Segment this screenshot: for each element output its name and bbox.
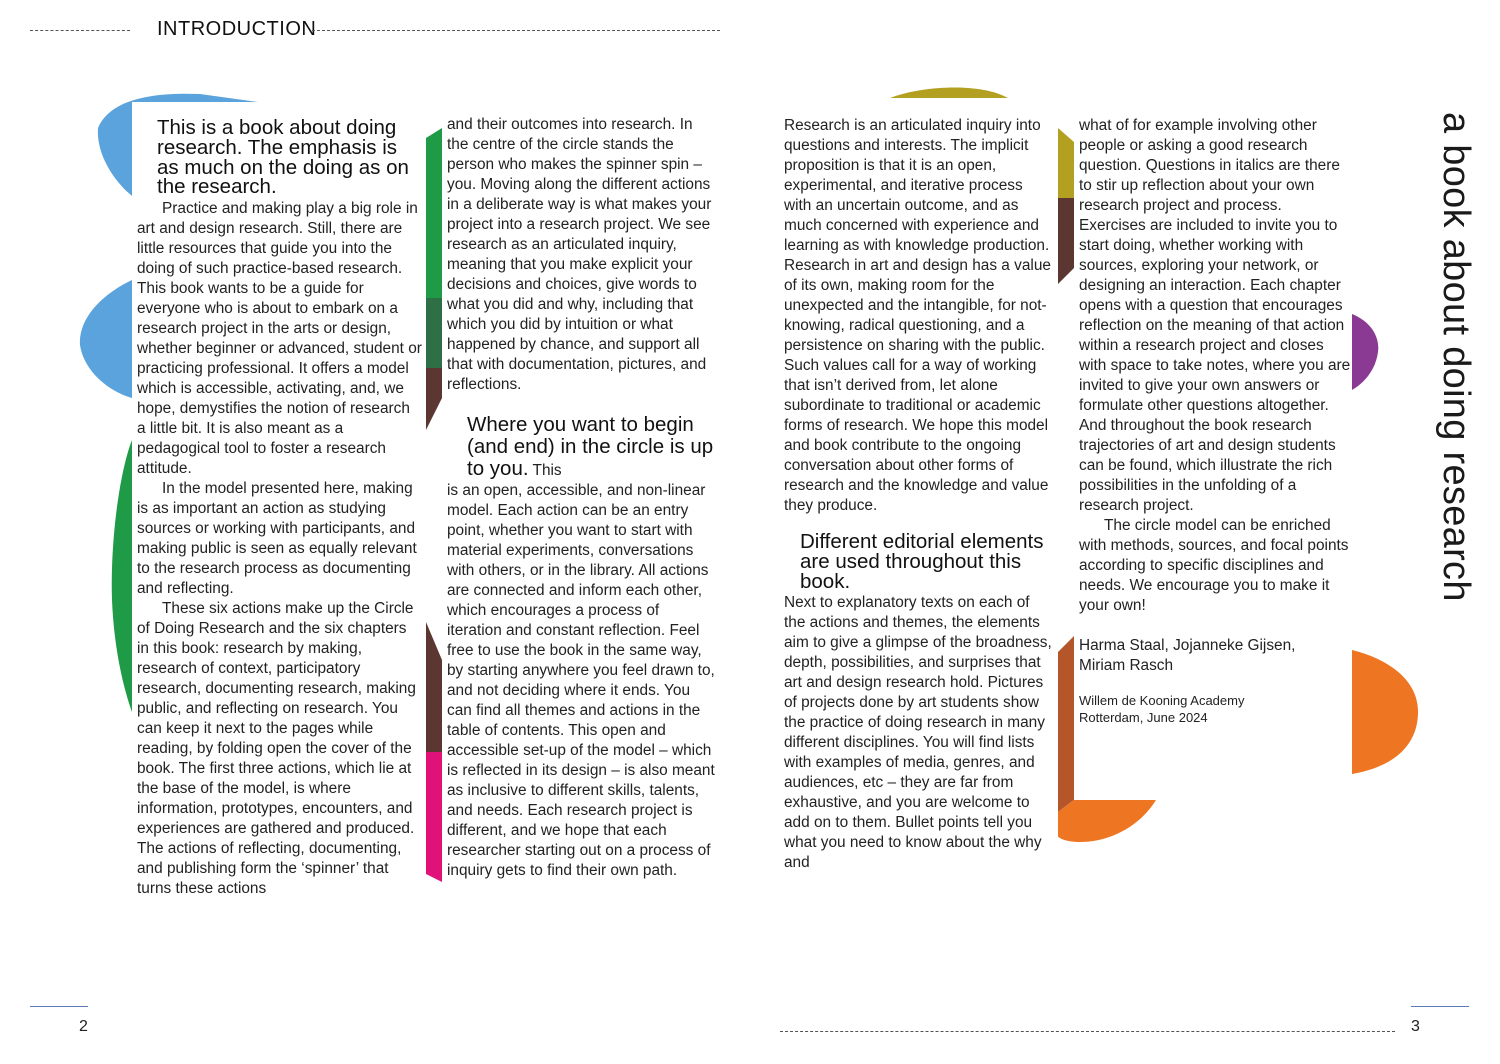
olive-arc	[890, 87, 1008, 98]
dark-green-strip	[426, 298, 442, 368]
page-number-right: 3	[1411, 1018, 1420, 1035]
paragraph: is an open, accessible, and non-linear model. Each action can be an entry point, whether you want to start with material experiments, conversations with others, or in the library. All actions are connected and inform each other, which encourages a process of iteration and constant reflection. Feel free to use the book in the same way, by starting anywhere you feel drawn to, and not deciding where it ends. You can find all themes and actions in the table of contents. This open and accessible set-up of the model – which is reflected in its design – is also meant as inclusive to different skills, talents, and needs. Each research project is different, and we hope that each researcher starting out on a process of inquiry gets to find their own path.	[447, 482, 715, 879]
authors-line: Harma Staal, Jojanneke Gijsen,	[1079, 637, 1296, 654]
place-date: Rotterdam, June 2024	[1079, 710, 1208, 725]
blue-shape-left	[80, 280, 132, 398]
column-2	[447, 115, 715, 881]
brown-strip	[1058, 636, 1074, 812]
footer-line-right	[1411, 1006, 1469, 1007]
dark-brown-strip-mid	[426, 622, 442, 752]
lead-heading: This is a book about doing research. The emphasis is as much on the doing as on the research.	[157, 116, 409, 199]
subheading-tail: This	[532, 462, 562, 479]
paragraph: The circle model can be enriched with methods, sources, and focal points according to specific disciplines and needs. We encourage you to make it your own!	[1079, 517, 1349, 614]
dark-brown-strip-right	[1058, 198, 1074, 284]
subheading-block	[447, 415, 715, 481]
column-1	[137, 118, 422, 899]
paragraph: Research is an articulated inquiry into questions and interests. The implicit proposition is that it is an open, experimental, and iterative process with an uncertain outcome, and as much concerned with experience and learning as with knowledge production. Research in art and design has a value of its own, making room for the unexpected and the intangible, for not-knowing, radical questioning, and a persistence on sharing with the public. Such values call for a way of working that isn’t derived from, let alone subordinate to traditional or academic forms of research. We hope this model and book contribute to the ongoing conversation about other forms of research and the knowledge and value they produce.	[784, 117, 1051, 514]
header-dash-right	[312, 30, 720, 31]
page-number-left: 2	[79, 1018, 88, 1035]
academy-name: Willem de Kooning Academy	[1079, 693, 1245, 708]
orange-shape-right	[1352, 650, 1418, 774]
column-3	[784, 116, 1054, 873]
paragraph: In the model presented here, making is as important an action as studying sources or working with participants, and making public is seen as equally relevant to the research process as documenting and reflecting.	[137, 480, 417, 598]
green-strip	[426, 128, 442, 298]
green-shape-left	[112, 440, 132, 712]
paragraph: and their outcomes into research. In the centre of the circle stands the person who makes the spinner spin – you. Moving along the different actions in a deliberate way is what makes your project into a research project. We see research as an articulated inquiry, meaning that you make explicit your decisions and choices, give words to what you did and why, including that which you did by intuition or what happened by chance, and support all that with documentation, pictures, and reflections.	[447, 116, 712, 393]
orange-foot	[1058, 800, 1156, 842]
magenta-strip	[426, 752, 442, 882]
paragraph: Practice and making play a big role in art and design research. Still, there are little resources that guide you into the doing of such practice-based research. This book wants to be a guide for everyone who is about to embark on a research project in the arts or design, whether beginner or advanced, student or practicing professional. It offers a model which is accessible, activating, and, we hope, demystifies the notion of research a little bit. It is also meant as a pedagogical tool to foster a research attitude.	[137, 200, 422, 478]
side-title: a book about doing research	[1435, 112, 1477, 602]
paragraph: Next to explanatory texts on each of the actions and themes, the elements aim to give a glimpse of the broadness, depth, possibilities, and surprises that art and design research hold. Pictures of projects done by art students show the practice of doing research in many different disciplines. You will find lists with examples of media, genres, and audiences, etc – they are far from exhaustive, and you are welcome to add on to them. Bullet points tell you what you need to know about the why and	[784, 594, 1052, 872]
footer-line-left	[30, 1006, 88, 1007]
dark-brown-strip-top	[426, 368, 442, 430]
authors-line: Miriam Rasch	[1079, 657, 1174, 674]
paragraph: what of for example involving other people or asking a good research question. Questions in italics are there to stir up reflection about your own research project and process. Exercises are included to invite you to start doing, whether working with sources, exploring your network, or designing an interaction. Each chapter opens with a question that encourages reflection on the meaning of that action within a research project and closes with space to take notes, where you are invited to give your own answers or formulate other questions altogether. And throughout the book research trajectories of art and design students can be found, which illustrate the rich possibilities in the unfolding of a research project.	[1079, 117, 1351, 514]
subheading: Different editorial elements are used throughout this book.	[800, 530, 1044, 593]
header-dash-left	[30, 30, 130, 31]
paragraph: These six actions make up the Circle of Doing Research and the six chapters in this book: research by making, research of context, participatory research, documenting research, making public, and reflecting on research. You can keep it next to the pages while reading, by folding open the cover of the book. The first three actions, which lie at the base of the model, is where information, prototypes, encounters, and experiences are gathered and produced. The actions of reflecting, documenting, and publishing form the ‘spinner’ that turns these actions	[137, 600, 416, 898]
subheading: Where you want to begin (and end) in the circle is up to you.	[467, 413, 714, 480]
olive-strip	[1058, 128, 1074, 198]
purple-shape	[1352, 314, 1378, 390]
footer-dash	[780, 1031, 1395, 1032]
column-4	[1079, 116, 1351, 726]
section-title: INTRODUCTION	[157, 18, 317, 40]
